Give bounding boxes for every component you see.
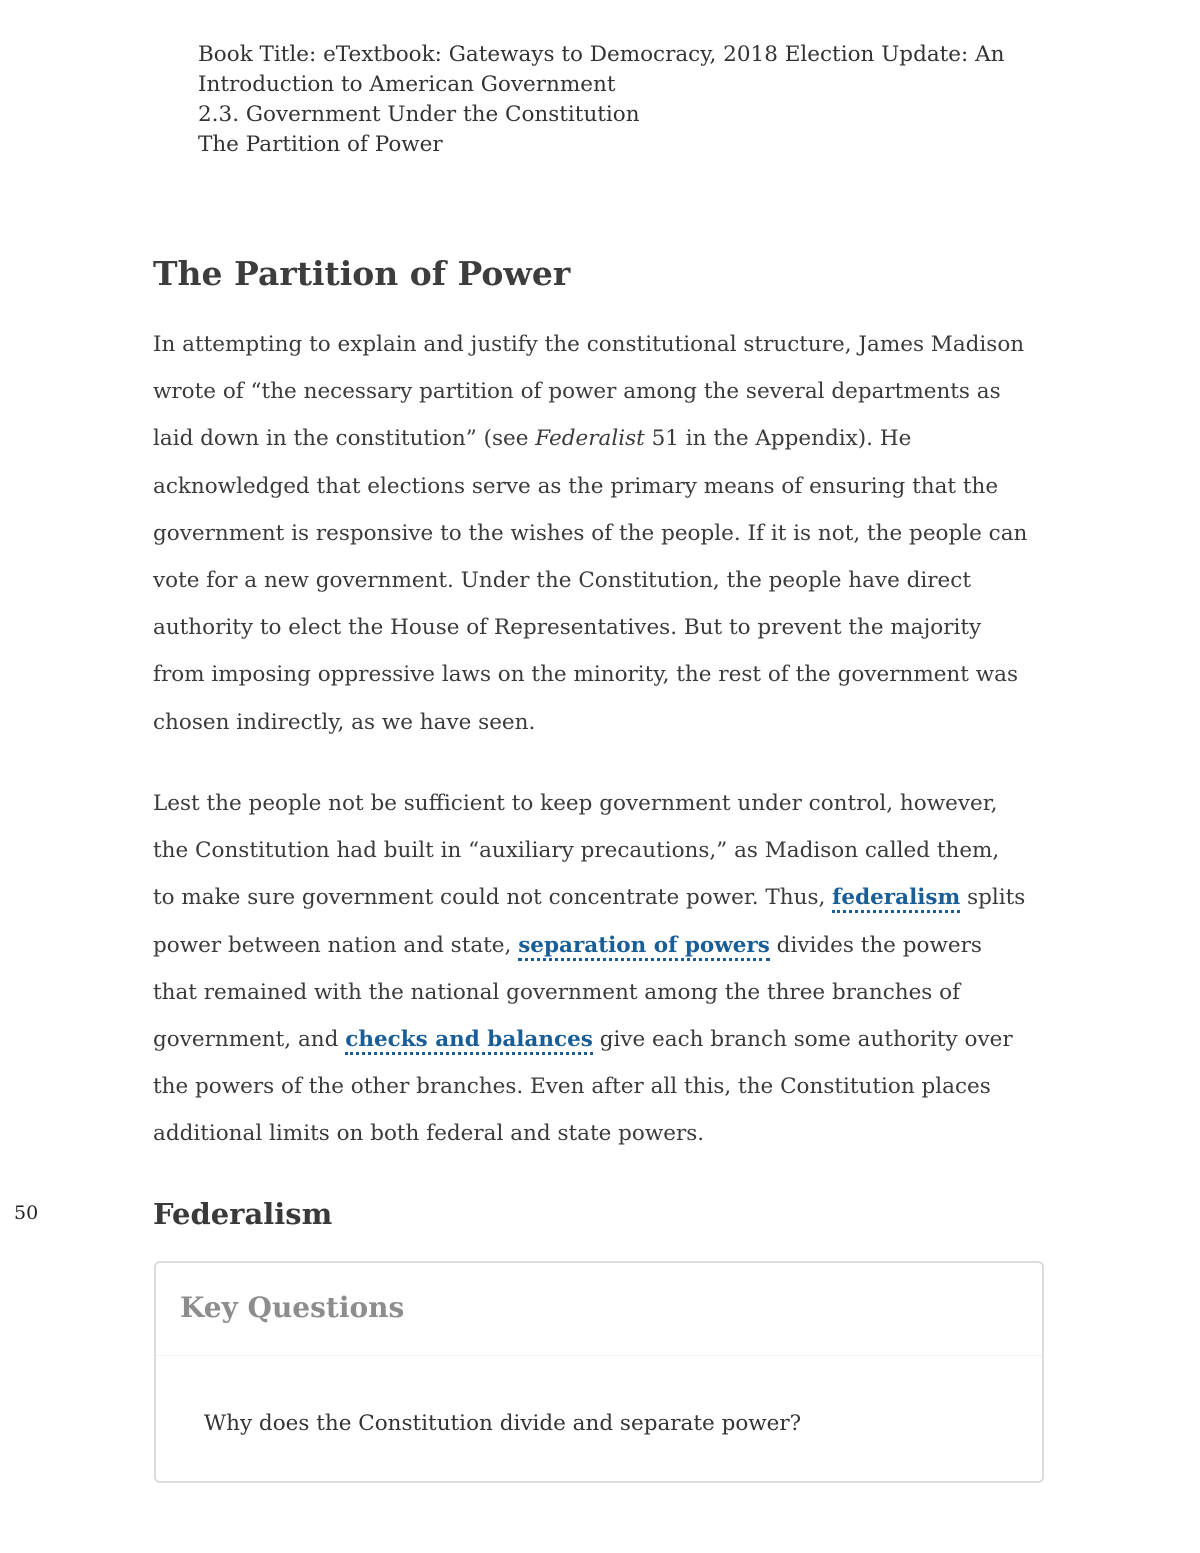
paragraph-line: the Constitution had built in “auxiliary precautions,” as Madison called them, [153, 838, 1000, 864]
federalist-citation: Federalist [535, 426, 645, 452]
paragraph-text: divides the powers [769, 932, 982, 958]
subsection-label: The Partition of Power [198, 132, 443, 157]
section-heading-federalism: Federalism [153, 1197, 333, 1231]
paragraph-line: In attempting to explain and justify the constitutional structure, James Madison [153, 332, 1025, 357]
book-header [198, 40, 1058, 160]
paragraph-line [153, 922, 1053, 969]
paragraph-text: give each branch some authority over [592, 1027, 1013, 1053]
key-questions-box [154, 1261, 1044, 1483]
paragraph-text: government, and [153, 1027, 346, 1053]
paragraph-line: vote for a new government. Under the Constitution, the people have direct [153, 568, 971, 594]
paragraph-line: from imposing oppressive laws on the minority, the rest of the government was [153, 662, 1019, 688]
page-title: The Partition of Power [153, 254, 571, 293]
paragraph-line [153, 1016, 1053, 1063]
paragraph-line [153, 874, 1053, 921]
key-questions-divider [156, 1355, 1042, 1356]
book-title-line-2: Introduction to American Government [198, 72, 616, 97]
page-number: 50 [14, 1202, 39, 1224]
term-checks-and-balances-link[interactable]: checks and balances [345, 1027, 593, 1055]
book-title-line-1: Book Title: eTextbook: Gateways to Democracy, 2018 Election Update: An [198, 42, 1005, 67]
paragraph-text: laid down in the constitution” (see [153, 426, 536, 452]
paragraph-line [153, 415, 1053, 462]
paragraph-text: 51 in the Appendix). He [644, 426, 912, 452]
paragraph-line: chosen indirectly, as we have seen. [153, 709, 536, 735]
paragraph-line: additional limits on both federal and state powers. [153, 1121, 705, 1147]
paragraph-text: splits [960, 885, 1026, 911]
term-separation-of-powers-link[interactable]: separation of powers [518, 933, 770, 961]
paragraph-line: Lest the people not be sufficient to keep government under control, however, [153, 791, 998, 816]
paragraph-partition [153, 321, 1053, 746]
paragraph-line: that remained with the national government among the three branches of [153, 979, 961, 1005]
key-questions-title: Key Questions [180, 1291, 405, 1324]
paragraph-text: power between nation and state, [153, 932, 519, 958]
paragraph-line: government is responsive to the wishes of the people. If it is not, the people can [153, 520, 1028, 546]
paragraph-line: authority to elect the House of Representatives. But to prevent the majority [153, 615, 982, 641]
paragraph-line: acknowledged that elections serve as the primary means of ensuring that the [153, 473, 999, 499]
paragraph-line: the powers of the other branches. Even after all this, the Constitution places [153, 1074, 991, 1100]
term-federalism-link[interactable]: federalism [832, 885, 960, 913]
paragraph-text: to make sure government could not concentrate power. Thus, [153, 885, 833, 911]
section-label: 2.3. Government Under the Constitution [198, 102, 640, 127]
paragraph-line: wrote of “the necessary partition of power among the several departments as [153, 379, 1001, 405]
paragraph-auxiliary-precautions [153, 780, 1053, 1158]
key-question-item: Why does the Constitution divide and separate power? [204, 1411, 802, 1436]
